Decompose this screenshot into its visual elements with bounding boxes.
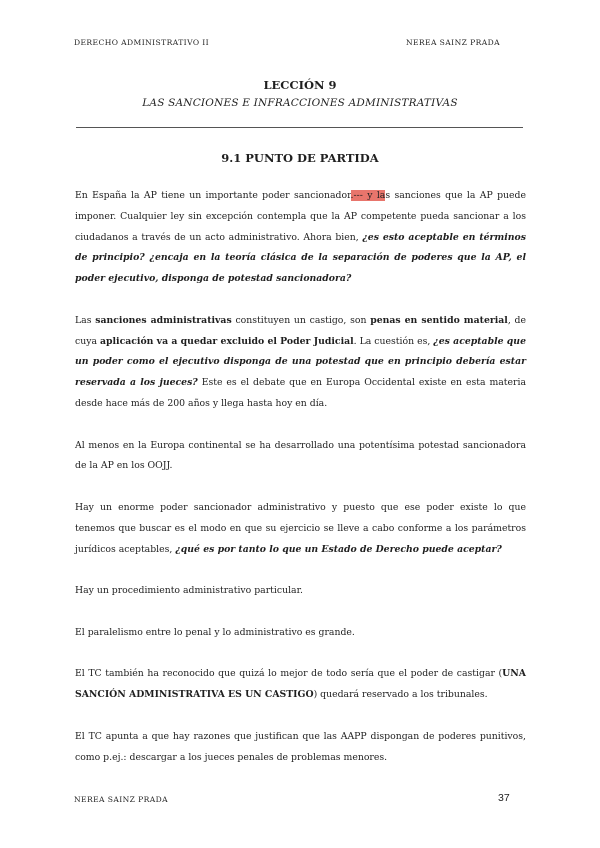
page-number: 37 [498, 792, 510, 804]
bold-term: UNA SANCIÓN ADMINISTRATIVA ES UN CASTIGO [75, 668, 526, 701]
text-run: , de cuya [75, 314, 526, 347]
title-divider [76, 127, 523, 128]
question-text: ¿es esto aceptable en términos de principio? ¿encaja en la teoría clásica de la separación de poderes que la AP, el poder ejecutivo, disponga de potestad sancionadora? [75, 231, 526, 285]
text-run: s sanciones que la AP puede imponer. Cualquier ley sin excepción contempla que la AP competente pueda sancionar a los ciudadanos a través de un acto administrativo. Ahora bien, [75, 190, 526, 243]
bold-term: penas en sentido material [370, 314, 508, 326]
text-run: En España la AP tiene un importante poder sancionador [75, 190, 351, 201]
footer-author: NEREA SAINZ PRADA [74, 795, 169, 804]
question-text: ¿qué es por tanto lo que un Estado de Derecho puede aceptar? [175, 543, 502, 555]
text-run: Las [75, 314, 96, 326]
paragraph-5: Hay un procedimiento administrativo particular. [75, 585, 303, 597]
paragraph-3: Al menos en la Europa continental se ha desarrollado una potentísima potestad sancionadora de la AP en los OOJJ. [75, 439, 526, 472]
text-run: El TC también ha reconocido que quizá lo mejor de todo sería que el poder de castigar ( [75, 668, 503, 680]
text-run: constituyen un castigo, son [231, 314, 371, 326]
document-body [75, 186, 526, 789]
question-text: ¿es aceptable que un poder como el ejecutivo disponga de una potestad que en principio debería estar reservada a los jueces? [75, 335, 526, 389]
text-run: ) quedará reservado a los tribunales. [313, 689, 488, 701]
paragraph-7 [75, 664, 526, 706]
page-header [74, 38, 526, 47]
bold-term: sanciones administrativas [95, 314, 232, 326]
header-author: NEREA SAINZ PRADA [405, 38, 500, 47]
bold-term: aplicación va a quedar excluido el Poder Judicial [99, 335, 354, 347]
paragraph-2 [75, 311, 526, 415]
lesson-subtitle: LAS SANCIONES E INFRACCIONES ADMINISTRATIVAS [142, 97, 458, 109]
text-run: . La cuestión es, [353, 335, 434, 347]
section-title: 9.1 PUNTO DE PARTIDA [221, 151, 379, 165]
text-run: Este es el debate que en Europa Occidental existe en esta materia desde hace más de 200 años y llega hasta hoy en día. [75, 377, 526, 409]
header-course: DERECHO ADMINISTRATIVO II [74, 38, 210, 47]
paragraph-8: El TC apunta a que hay razones que justifican que las AAPP dispongan de poderes punitivos, como p.ej.: descargar a los jueces penales de problemas menores. [75, 730, 526, 763]
paragraph-1 [75, 186, 526, 290]
text-run: Hay un enorme poder sancionador administrativo y puesto que ese poder existe lo que tenemos que buscar es el modo en que su ejercicio se lleve a cabo conforme a los parámetros jurídicos aceptables, [75, 501, 526, 555]
paragraph-4 [75, 498, 526, 560]
highlighted-text: .--- y la [350, 190, 386, 201]
paragraph-6: El paralelismo entre lo penal y lo administrativo es grande. [75, 626, 355, 638]
lesson-title: LECCIÓN 9 [263, 78, 337, 92]
